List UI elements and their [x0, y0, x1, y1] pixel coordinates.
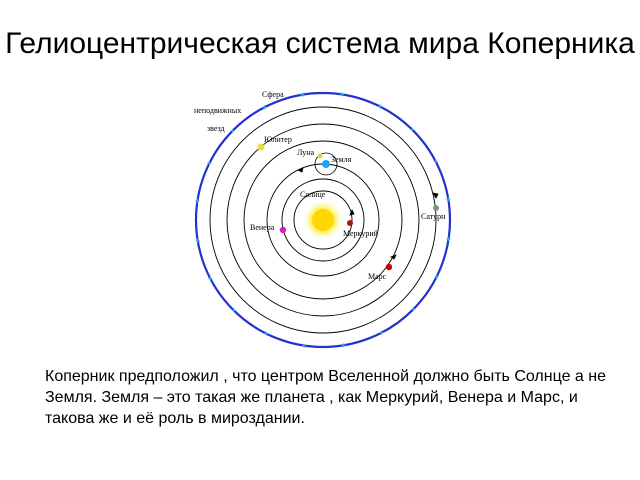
star-mark — [447, 237, 451, 241]
star-mark — [196, 239, 200, 243]
sun — [312, 209, 334, 231]
mercury-label: Меркурий — [343, 229, 378, 238]
sphere-label-line1: Сфера — [262, 90, 284, 99]
saturn-label: Сатурн — [421, 212, 446, 221]
moon — [318, 154, 323, 159]
star-mark — [340, 92, 344, 96]
star-mark — [195, 199, 199, 203]
mars-label: Марс — [368, 272, 387, 281]
jupiter — [258, 144, 265, 151]
earth-label: Земля — [331, 155, 352, 164]
star-mark — [302, 344, 306, 348]
venus — [280, 227, 286, 233]
star-mark — [300, 93, 304, 97]
earth-orbit-arrow — [298, 168, 303, 172]
jupiter-label: Юпитер — [264, 135, 292, 144]
earth — [322, 160, 330, 168]
caption-text: Коперник предположил , что центром Вселенной должно быть Солнце а не Земля. Земля – это такая же планета , как Меркурий, Венера и Марс, и такова же и её роль в мироздании. — [45, 368, 606, 427]
sun-label: Солнце — [300, 190, 326, 199]
saturn — [433, 205, 439, 211]
page-title: Гелиоцентрическая система мира Коперника — [5, 27, 635, 60]
star-mark — [446, 197, 450, 201]
star-mark — [342, 343, 346, 347]
mars — [386, 264, 392, 270]
sphere-label-line2: неподвижных — [194, 106, 242, 115]
venus-label: Венера — [250, 223, 275, 232]
moon-label: Луна — [297, 148, 315, 157]
sphere-label-line3: звезд — [207, 124, 225, 133]
mercury — [347, 220, 353, 226]
